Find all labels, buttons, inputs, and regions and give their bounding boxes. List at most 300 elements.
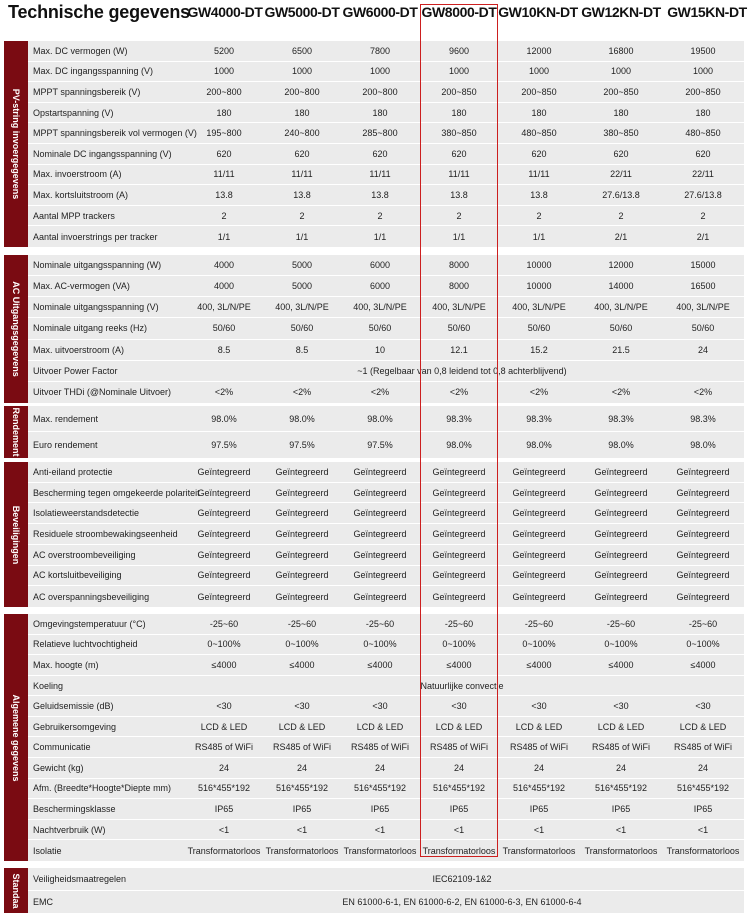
cell-value: 10000 bbox=[526, 281, 552, 292]
cell-value: Geïntegreerd bbox=[353, 549, 407, 560]
table-row bbox=[28, 318, 744, 339]
cell-value: Geïntegreerd bbox=[197, 591, 251, 602]
cell-value: 180 bbox=[372, 107, 388, 118]
cell-value: Geïntegreerd bbox=[512, 487, 566, 498]
table-row bbox=[28, 340, 744, 361]
section-tab bbox=[4, 406, 28, 458]
cell-value: 50/60 bbox=[447, 323, 471, 334]
cell-value: Geïntegreerd bbox=[197, 508, 251, 519]
row-label: Nominale uitgang reeks (Hz) bbox=[33, 323, 148, 334]
cell-value: 2 bbox=[700, 210, 706, 221]
cell-value: 1000 bbox=[369, 66, 391, 77]
cell-value: <2% bbox=[214, 387, 234, 398]
table-row bbox=[28, 123, 744, 144]
cell-value: 21.5 bbox=[612, 344, 630, 355]
row-label: Bescherming tegen omgekeerde polariteit bbox=[33, 487, 200, 498]
row-label: Max. DC ingangsspanning (V) bbox=[33, 66, 154, 77]
table-row bbox=[28, 41, 744, 62]
row-label: MPPT spanningsbereik vol vermogen (V) bbox=[33, 128, 197, 139]
cell-value: 1000 bbox=[291, 66, 313, 77]
cell-value: <1 bbox=[374, 824, 386, 835]
cell-value: <1 bbox=[533, 824, 545, 835]
table-row bbox=[28, 614, 744, 635]
cell-value: 400, 3L/N/PE bbox=[432, 302, 486, 313]
cell-value: Geïntegreerd bbox=[353, 487, 407, 498]
cell-value: 98.3% bbox=[690, 413, 716, 424]
cell-value: 98.3% bbox=[526, 413, 552, 424]
cell-value: 2/1 bbox=[614, 231, 628, 242]
cell-value: 24 bbox=[453, 762, 464, 773]
cell-value: 50/60 bbox=[290, 323, 314, 334]
cell-value: 380~850 bbox=[603, 128, 639, 139]
row-label: Max. invoerstroom (A) bbox=[33, 169, 122, 180]
cell-value: 97.5% bbox=[289, 440, 315, 450]
row-label: Max. hoogte (m) bbox=[33, 659, 99, 670]
cell-value: <30 bbox=[294, 701, 310, 712]
cell-value: 27.6/13.8 bbox=[684, 189, 722, 200]
cell-value: 98.0% bbox=[526, 440, 552, 450]
cell-value: Geïntegreerd bbox=[432, 508, 486, 519]
table-row bbox=[28, 586, 744, 607]
row-label: Max. DC vermogen (W) bbox=[33, 45, 128, 56]
table-row bbox=[28, 406, 744, 432]
row-label: Nachtverbruik (W) bbox=[33, 824, 106, 835]
cell-value: 8000 bbox=[448, 260, 470, 271]
cell-value: RS485 of WiFi bbox=[429, 742, 489, 753]
cell-value: <30 bbox=[216, 701, 232, 712]
table-row bbox=[28, 655, 744, 676]
cell-value: RS485 of WiFi bbox=[272, 742, 332, 753]
cell-value: Geïntegreerd bbox=[275, 549, 329, 560]
cell-value: -25~60 bbox=[365, 618, 395, 629]
cell-value: Geïntegreerd bbox=[275, 508, 329, 519]
cell-value: 50/60 bbox=[527, 323, 551, 334]
row-label: Nominale DC ingangsspanning (V) bbox=[33, 148, 172, 159]
row-label: AC kortsluitbeveiliging bbox=[33, 570, 122, 581]
row-label: MPPT spanningsbereik (V) bbox=[33, 86, 141, 97]
cell-value: Geïntegreerd bbox=[676, 549, 730, 560]
cell-value: ≤4000 bbox=[690, 659, 716, 670]
table-row bbox=[28, 840, 744, 861]
cell-value: Transformatorloos bbox=[343, 845, 417, 856]
row-label: Afm. (Breedte*Hoogte*Diepte mm) bbox=[33, 783, 172, 794]
cell-value: 400, 3L/N/PE bbox=[512, 302, 566, 313]
cell-value: <2% bbox=[611, 387, 631, 398]
table-row bbox=[28, 799, 744, 820]
cell-value: 13.8 bbox=[293, 189, 311, 200]
cell-value: Geïntegreerd bbox=[353, 466, 407, 477]
row-label: Opstartspanning (V) bbox=[33, 107, 114, 118]
cell-value: Geïntegreerd bbox=[432, 591, 486, 602]
cell-value: 200~800 bbox=[206, 86, 242, 97]
cell-span-value: IEC62109-1&2 bbox=[432, 873, 492, 884]
cell-value: IP65 bbox=[292, 804, 312, 815]
cell-value: Geïntegreerd bbox=[594, 528, 648, 539]
cell-value: 15000 bbox=[690, 260, 716, 271]
cell-value: 11/11 bbox=[369, 169, 391, 180]
cell-value: 1000 bbox=[610, 66, 632, 77]
cell-value: 50/60 bbox=[368, 323, 392, 334]
cell-value: Geïntegreerd bbox=[275, 570, 329, 581]
cell-value: <1 bbox=[296, 824, 308, 835]
cell-value: Geïntegreerd bbox=[512, 549, 566, 560]
row-label: Relatieve luchtvochtigheid bbox=[33, 639, 138, 650]
cell-value: <1 bbox=[218, 824, 230, 835]
cell-value: Transformatorloos bbox=[187, 845, 261, 856]
row-label: Anti-eiland protectie bbox=[33, 466, 113, 477]
table-row bbox=[28, 635, 744, 656]
table-row bbox=[28, 717, 744, 738]
cell-value: 200~850 bbox=[685, 86, 721, 97]
cell-value: 50/60 bbox=[609, 323, 633, 334]
cell-value: 1/1 bbox=[532, 231, 546, 242]
cell-value: 400, 3L/N/PE bbox=[197, 302, 251, 313]
cell-value: RS485 of WiFi bbox=[350, 742, 410, 753]
cell-value: -25~60 bbox=[209, 618, 239, 629]
cell-value: 8.5 bbox=[217, 344, 231, 355]
table-row bbox=[28, 545, 744, 566]
row-label: Communicatie bbox=[33, 742, 91, 753]
cell-value: Geïntegreerd bbox=[594, 466, 648, 477]
section-1 bbox=[4, 255, 744, 403]
table-row bbox=[28, 432, 744, 458]
cell-value: Transformatorloos bbox=[265, 845, 339, 856]
cell-value: 200~850 bbox=[521, 86, 557, 97]
cell-value: 24 bbox=[697, 344, 708, 355]
cell-value: 8.5 bbox=[295, 344, 309, 355]
row-label: Veiligheidsmaatregelen bbox=[33, 873, 127, 884]
cell-value: Geïntegreerd bbox=[432, 487, 486, 498]
cell-value: Transformatorloos bbox=[584, 845, 658, 856]
cell-value: Geïntegreerd bbox=[676, 487, 730, 498]
cell-value: Transformatorloos bbox=[502, 845, 576, 856]
cell-value: IP65 bbox=[214, 804, 234, 815]
row-label: Isolatie bbox=[33, 845, 62, 856]
cell-value: Geïntegreerd bbox=[594, 591, 648, 602]
cell-value: Geïntegreerd bbox=[676, 508, 730, 519]
cell-value: Geïntegreerd bbox=[512, 466, 566, 477]
cell-value: 1000 bbox=[213, 66, 235, 77]
table-row bbox=[28, 820, 744, 841]
cell-value: 480~850 bbox=[521, 128, 557, 139]
model-header-gw4000-dt: GW4000-DT bbox=[187, 4, 263, 20]
table-row bbox=[28, 82, 744, 103]
cell-value: Geïntegreerd bbox=[676, 466, 730, 477]
cell-value: 13.8 bbox=[215, 189, 233, 200]
cell-value: -25~60 bbox=[444, 618, 474, 629]
table-row bbox=[28, 524, 744, 545]
cell-value: 50/60 bbox=[691, 323, 715, 334]
table-row bbox=[28, 226, 744, 247]
page-title: Technische gegevens bbox=[8, 2, 190, 22]
cell-value: 2 bbox=[618, 210, 624, 221]
cell-value: Geïntegreerd bbox=[275, 466, 329, 477]
cell-value: 12000 bbox=[608, 260, 634, 271]
cell-value: Geïntegreerd bbox=[353, 570, 407, 581]
cell-value: 200~800 bbox=[284, 86, 320, 97]
cell-value: 12.1 bbox=[450, 344, 468, 355]
cell-value: <2% bbox=[693, 387, 713, 398]
cell-value: 180 bbox=[695, 107, 711, 118]
cell-value: 24 bbox=[296, 762, 307, 773]
table-row bbox=[28, 185, 744, 206]
cell-value: 0~100% bbox=[363, 639, 397, 650]
cell-value: 27.6/13.8 bbox=[602, 189, 640, 200]
cell-value: ≤4000 bbox=[608, 659, 634, 670]
table-row bbox=[28, 758, 744, 779]
row-label: EMC bbox=[33, 896, 53, 907]
cell-value: 24 bbox=[697, 762, 708, 773]
section-tab bbox=[4, 614, 28, 861]
cell-value: Geïntegreerd bbox=[197, 487, 251, 498]
section-tab bbox=[4, 462, 28, 607]
cell-value: Geïntegreerd bbox=[512, 591, 566, 602]
cell-value: 620 bbox=[372, 148, 388, 159]
row-label: Uitvoer THDi (@Nominale Uitvoer) bbox=[33, 387, 171, 398]
section-3 bbox=[4, 462, 744, 607]
cell-value: 22/11 bbox=[692, 169, 714, 180]
cell-value: 516*455*192 bbox=[197, 783, 251, 794]
cell-value: Geïntegreerd bbox=[275, 487, 329, 498]
row-label: Nominale uitgangsspanning (W) bbox=[33, 260, 162, 271]
cell-value: 620 bbox=[294, 148, 310, 159]
cell-value: 14000 bbox=[608, 281, 634, 292]
cell-value: 620 bbox=[451, 148, 467, 159]
cell-value: 98.0% bbox=[608, 440, 634, 450]
cell-value: 400, 3L/N/PE bbox=[676, 302, 730, 313]
cell-value: 6000 bbox=[369, 281, 391, 292]
cell-value: 1/1 bbox=[217, 231, 231, 242]
cell-value: 0~100% bbox=[207, 639, 241, 650]
cell-value: 13.8 bbox=[371, 189, 389, 200]
cell-value: ≤4000 bbox=[446, 659, 472, 670]
cell-value: 285~800 bbox=[362, 128, 398, 139]
cell-value: 98.3% bbox=[446, 413, 472, 424]
cell-value: 11/11 bbox=[528, 169, 550, 180]
cell-value: 22/11 bbox=[610, 169, 632, 180]
cell-value: 180 bbox=[216, 107, 232, 118]
cell-value: 10000 bbox=[526, 260, 552, 271]
cell-value: Geïntegreerd bbox=[594, 487, 648, 498]
cell-value: 1000 bbox=[528, 66, 550, 77]
cell-value: <2% bbox=[292, 387, 312, 398]
cell-span-value: EN 61000-6-1, EN 61000-6-2, EN 61000-6-3, EN 61000-6-4 bbox=[342, 896, 582, 907]
cell-value: 98.3% bbox=[608, 413, 634, 424]
cell-value: 620 bbox=[216, 148, 232, 159]
cell-value: <30 bbox=[613, 701, 629, 712]
section-tab-label: Standaa bbox=[11, 872, 21, 909]
section-tab-label: AC Uitgangsgegevens bbox=[11, 281, 21, 377]
cell-value: 400, 3L/N/PE bbox=[594, 302, 648, 313]
cell-value: Transformatorloos bbox=[666, 845, 740, 856]
cell-value: 10 bbox=[374, 344, 385, 355]
cell-value: Geïntegreerd bbox=[353, 508, 407, 519]
cell-value: 0~100% bbox=[285, 639, 319, 650]
cell-value: 13.8 bbox=[450, 189, 468, 200]
cell-value: LCD & LED bbox=[679, 721, 727, 732]
cell-value: Geïntegreerd bbox=[197, 570, 251, 581]
cell-value: 620 bbox=[531, 148, 547, 159]
section-5 bbox=[4, 868, 744, 913]
cell-value: -25~60 bbox=[524, 618, 554, 629]
row-label: Euro rendement bbox=[33, 440, 98, 450]
cell-value: 16500 bbox=[690, 281, 716, 292]
cell-value: IP65 bbox=[449, 804, 469, 815]
table-row bbox=[28, 738, 744, 759]
cell-value: 98.0% bbox=[211, 413, 237, 424]
cell-value: 2 bbox=[456, 210, 462, 221]
cell-value: 620 bbox=[695, 148, 711, 159]
cell-value: 4000 bbox=[213, 260, 235, 271]
row-label: Gebruikersomgeving bbox=[33, 721, 117, 732]
cell-value: Geïntegreerd bbox=[197, 549, 251, 560]
model-header-gw5000-dt: GW5000-DT bbox=[264, 4, 340, 20]
cell-value: <2% bbox=[370, 387, 390, 398]
row-label: Max. kortsluitstroom (A) bbox=[33, 189, 129, 200]
cell-value: 98.0% bbox=[446, 440, 472, 450]
cell-value: ≤4000 bbox=[289, 659, 315, 670]
cell-value: Geïntegreerd bbox=[353, 528, 407, 539]
cell-value: Geïntegreerd bbox=[676, 591, 730, 602]
cell-value: LCD & LED bbox=[515, 721, 563, 732]
cell-value: 97.5% bbox=[211, 440, 237, 450]
table-row bbox=[28, 382, 744, 403]
cell-value: 5200 bbox=[213, 45, 235, 56]
cell-value: <1 bbox=[615, 824, 627, 835]
cell-value: Geïntegreerd bbox=[197, 466, 251, 477]
cell-value: 5000 bbox=[291, 260, 313, 271]
cell-value: IP65 bbox=[693, 804, 713, 815]
cell-value: Geïntegreerd bbox=[353, 591, 407, 602]
row-label: Uitvoer Power Factor bbox=[33, 365, 118, 376]
cell-value: RS485 of WiFi bbox=[591, 742, 651, 753]
cell-value: Geïntegreerd bbox=[594, 549, 648, 560]
cell-value: 4000 bbox=[213, 281, 235, 292]
row-label: Omgevingstemperatuur (°C) bbox=[33, 618, 146, 629]
cell-value: Geïntegreerd bbox=[512, 528, 566, 539]
cell-value: LCD & LED bbox=[200, 721, 248, 732]
cell-value: LCD & LED bbox=[597, 721, 645, 732]
cell-value: 6500 bbox=[291, 45, 313, 56]
table-row bbox=[28, 103, 744, 124]
cell-value: 620 bbox=[613, 148, 629, 159]
cell-value: 480~850 bbox=[685, 128, 721, 139]
cell-value: 5000 bbox=[291, 281, 313, 292]
cell-value: 9600 bbox=[448, 45, 470, 56]
table-row bbox=[28, 255, 744, 276]
cell-value: 13.8 bbox=[530, 189, 548, 200]
cell-span-value: ~1 (Regelbaar van 0,8 leidend tot 0,8 achterblijvend) bbox=[357, 365, 567, 376]
cell-span-value: Natuurlijke convectie bbox=[420, 680, 504, 691]
cell-value: <30 bbox=[451, 701, 467, 712]
cell-value: 200~850 bbox=[441, 86, 477, 97]
cell-value: 11/11 bbox=[448, 169, 470, 180]
cell-value: 24 bbox=[615, 762, 626, 773]
row-label: Residuele stroombewakingseenheid bbox=[33, 528, 178, 539]
model-header-gw15kn-dt: GW15KN-DT bbox=[667, 4, 747, 20]
cell-value: 8000 bbox=[448, 281, 470, 292]
cell-value: 24 bbox=[533, 762, 544, 773]
model-header-gw8000-dt: GW8000-DT bbox=[421, 4, 497, 20]
cell-value: 98.0% bbox=[289, 413, 315, 424]
row-label: Max. uitvoerstroom (A) bbox=[33, 344, 125, 355]
cell-value: -25~60 bbox=[606, 618, 636, 629]
cell-value: Geïntegreerd bbox=[594, 570, 648, 581]
cell-value: LCD & LED bbox=[435, 721, 483, 732]
cell-value: 98.0% bbox=[367, 413, 393, 424]
cell-value: 7800 bbox=[369, 45, 391, 56]
cell-value: 97.5% bbox=[367, 440, 393, 450]
cell-value: 200~850 bbox=[603, 86, 639, 97]
section-tab-label: Algemene gegevens bbox=[11, 693, 21, 782]
cell-value: 516*455*192 bbox=[512, 783, 566, 794]
cell-value: <30 bbox=[372, 701, 388, 712]
cell-value: <1 bbox=[697, 824, 709, 835]
cell-value: 0~100% bbox=[442, 639, 476, 650]
cell-value: RS485 of WiFi bbox=[509, 742, 569, 753]
row-label: Max. AC-vermogen (VA) bbox=[33, 281, 130, 292]
cell-value: 2 bbox=[221, 210, 227, 221]
cell-value: IP65 bbox=[529, 804, 549, 815]
row-label: Geluidsemissie (dB) bbox=[33, 701, 114, 712]
row-label: Max. rendement bbox=[33, 413, 99, 424]
cell-value: Geïntegreerd bbox=[197, 528, 251, 539]
table-row bbox=[28, 276, 744, 297]
cell-value: 516*455*192 bbox=[676, 783, 730, 794]
cell-value: IP65 bbox=[370, 804, 390, 815]
cell-value: Geïntegreerd bbox=[512, 508, 566, 519]
table-row bbox=[28, 503, 744, 524]
section-tab-label: Rendement bbox=[11, 407, 21, 457]
cell-value: 24 bbox=[218, 762, 229, 773]
cell-value: Geïntegreerd bbox=[275, 528, 329, 539]
table-row bbox=[28, 462, 744, 483]
cell-value: 400, 3L/N/PE bbox=[353, 302, 407, 313]
cell-value: 180 bbox=[294, 107, 310, 118]
cell-value: Geïntegreerd bbox=[432, 570, 486, 581]
cell-value: ≤4000 bbox=[367, 659, 393, 670]
row-label: Beschermingsklasse bbox=[33, 804, 116, 815]
row-label: AC overstroombeveiliging bbox=[33, 549, 136, 560]
cell-value: Geïntegreerd bbox=[432, 528, 486, 539]
cell-value: 2 bbox=[299, 210, 305, 221]
table-row bbox=[28, 483, 744, 504]
cell-value: Geïntegreerd bbox=[512, 570, 566, 581]
model-header-gw10kn-dt: GW10KN-DT bbox=[498, 4, 578, 20]
cell-value: ≤4000 bbox=[211, 659, 237, 670]
table-row bbox=[28, 868, 744, 891]
cell-value: Geïntegreerd bbox=[676, 570, 730, 581]
table-row bbox=[28, 361, 744, 382]
cell-value: -25~60 bbox=[688, 618, 718, 629]
section-tab bbox=[4, 255, 28, 403]
cell-value: Geïntegreerd bbox=[676, 528, 730, 539]
cell-value: 0~100% bbox=[686, 639, 720, 650]
cell-value: 2/1 bbox=[696, 231, 710, 242]
cell-value: 1000 bbox=[448, 66, 470, 77]
model-header-row bbox=[0, 4, 754, 24]
cell-value: IP65 bbox=[611, 804, 631, 815]
cell-value: Transformatorloos bbox=[422, 845, 496, 856]
cell-value: 516*455*192 bbox=[432, 783, 486, 794]
table-row bbox=[28, 779, 744, 800]
row-label: Aantal invoerstrings per tracker bbox=[33, 231, 158, 242]
cell-value: <30 bbox=[695, 701, 711, 712]
table-row bbox=[28, 891, 744, 913]
section-tab bbox=[4, 41, 28, 247]
cell-value: 180 bbox=[451, 107, 467, 118]
cell-value: 19500 bbox=[690, 45, 716, 56]
